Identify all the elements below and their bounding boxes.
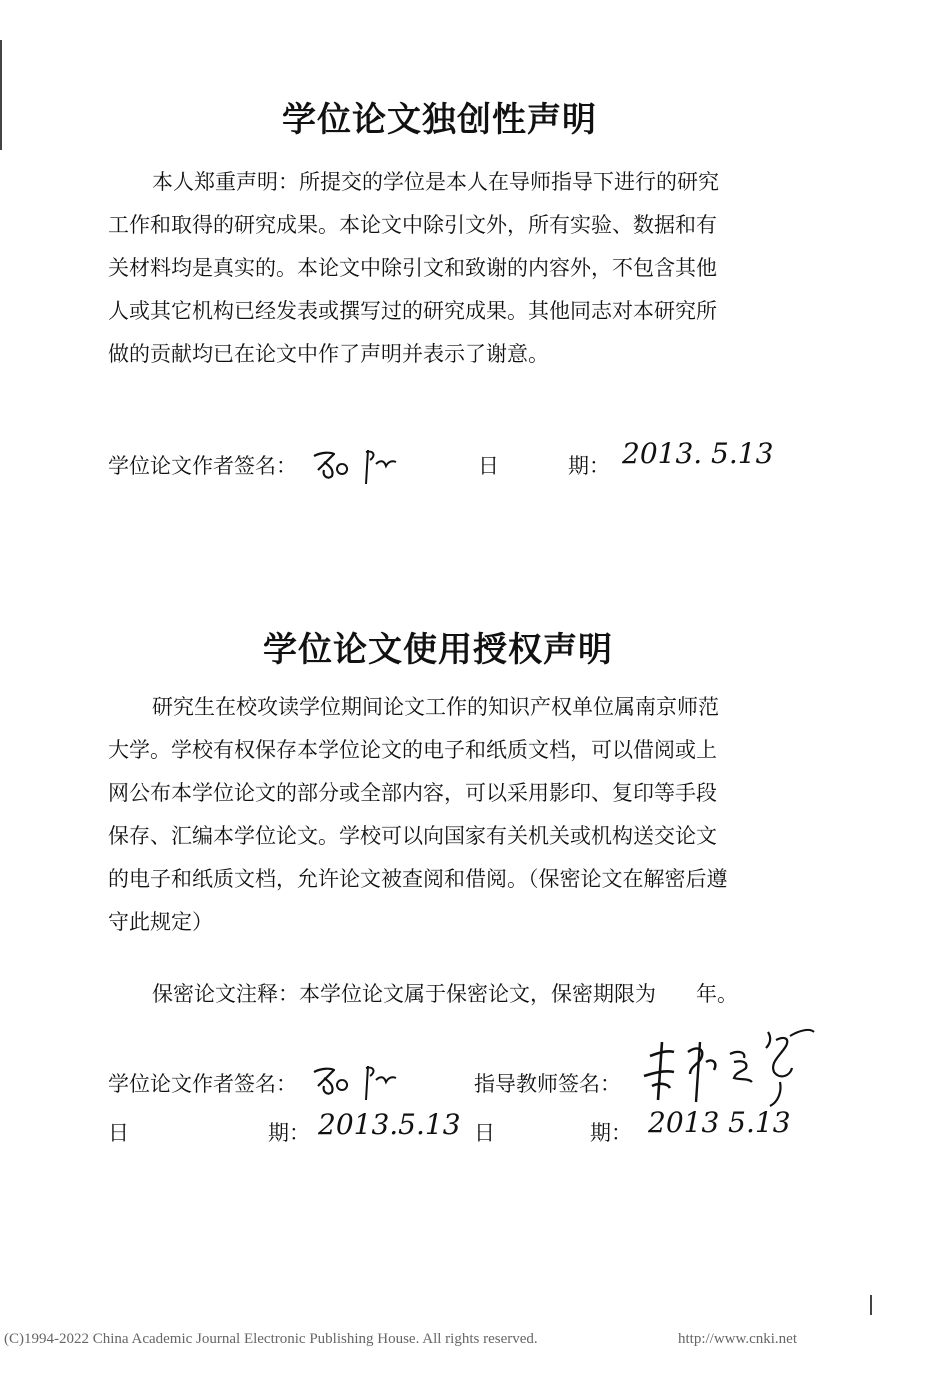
authorization-paragraph <box>108 686 728 944</box>
footer-url: http://www.cnki.net <box>678 1331 798 1347</box>
paragraph-line: 工作和取得的研究成果。本论文中除引文外，所有实验、数据和有 <box>108 213 717 237</box>
paragraph-line: 做的贡献均已在论文中作了声明并表示了谢意。 <box>108 342 549 366</box>
advisor-signature <box>630 1022 820 1112</box>
copyright-footer: (C)1994-2022 China Academic Journal Electronic Publishing House. All rights reserved. <box>4 1331 538 1347</box>
advisor-signature-label: 指导教师签名： <box>474 1072 621 1096</box>
paragraph-line: 保存、汇编本学位论文。学校可以向国家有关机关或机构送交论文 <box>108 824 717 848</box>
paragraph-line: 关材料均是真实的。本论文中除引文和致谢的内容外，不包含其他 <box>108 256 717 280</box>
scan-edge-mark <box>870 1295 872 1315</box>
advisor-date-label-1: 日 <box>474 1121 495 1145</box>
author-signature <box>308 1056 408 1106</box>
handwritten-date: 2013. 5.13 <box>622 437 774 470</box>
date-label-2: 期： <box>568 454 610 478</box>
authorization-title: 学位论文使用授权声明 <box>263 630 613 670</box>
originality-paragraph <box>108 161 719 376</box>
paragraph-line: 守此规定） <box>108 910 213 934</box>
paragraph-line: 的电子和纸质文档，允许论文被查阅和借阅。（保密论文在解密后遵 <box>108 867 728 891</box>
paragraph-line: 大学。学校有权保存本学位论文的电子和纸质文档，可以借阅或上 <box>108 738 717 762</box>
originality-title: 学位论文独创性声明 <box>282 100 597 140</box>
author-signature-label: 学位论文作者签名： <box>108 1072 297 1096</box>
paragraph-line: 网公布本学位论文的部分或全部内容，可以采用影印、复印等手段 <box>108 781 717 805</box>
paragraph-line: 本人郑重声明：所提交的学位是本人在导师指导下进行的研究 <box>152 170 719 194</box>
date-label-1: 日 <box>478 454 499 478</box>
advisor-date-label-2: 期： <box>590 1121 632 1145</box>
paragraph-line: 研究生在校攻读学位期间论文工作的知识产权单位属南京师范 <box>152 695 719 719</box>
confidential-note: 保密论文注释：本学位论文属于保密论文，保密期限为 年。 <box>152 982 739 1006</box>
scan-edge-mark <box>0 40 2 150</box>
author-signature <box>308 440 408 490</box>
paragraph-line: 人或其它机构已经发表或撰写过的研究成果。其他同志对本研究所 <box>108 299 717 323</box>
author-signature-label: 学位论文作者签名： <box>108 454 297 478</box>
advisor-handwritten-date: 2013 5.13 <box>648 1106 791 1139</box>
author-handwritten-date: 2013.5.13 <box>318 1108 461 1141</box>
author-date-label-2: 期： <box>268 1121 310 1145</box>
author-date-label-1: 日 <box>108 1121 129 1145</box>
